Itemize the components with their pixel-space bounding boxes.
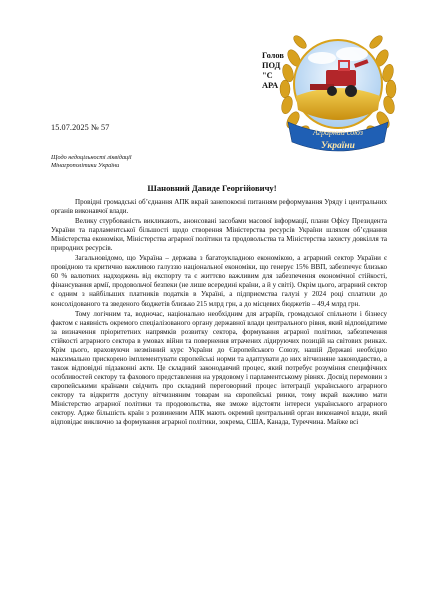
regarding-line: Мінагрополітики України: [51, 162, 120, 169]
recipient-line: ПОД: [262, 61, 281, 70]
body-paragraph: Велику стурбованість викликають, анонсовані засобами масової інформації, плани Офісу Президента України та парламентської більшості щодо створення Міністерства ресурсів України шляхом об’єднання Міністерства економіки, Міністерства аграрної політики та продовольства та Міністерства захисту довкілля та природних ресурсів.: [51, 217, 387, 253]
recipient-line: АРА: [262, 81, 279, 90]
body-paragraph: Провідні громадські об’єднання АПК вкрай занепокоєні питанням реформування Уряду і центральних органів виконавчої влади.: [51, 198, 387, 216]
emblem-text-bottom: України: [321, 141, 355, 151]
emblem-text-top: Аграрний союз: [312, 128, 364, 137]
regarding-line: Щодо недоцільності ліквідації: [51, 154, 132, 161]
recipient-line: Голов: [262, 51, 284, 60]
agrarian-union-emblem: [274, 18, 402, 160]
recipient-line: "С: [262, 71, 273, 80]
regarding-block: [51, 154, 231, 170]
salutation: Шановний Давиде Георгійовичу!: [147, 183, 277, 193]
body-paragraph: Тому логічним та, водночас, національно необхідним для аграріїв, громадської спільноти і бізнесу фактом є наявність окремого спеціалізованого органу державної влади центрального рівня, який відповідатиме за визначення пріоритетних напрямків розвитку сектора, формування аграрної політики, забезпечення стійкості аграрного сектора в умовах війни та повернення втрачених лідируючих позицій на світових ринках. Крім цього, враховуючи незмінний курс України до Європейського Союзу, нашій Державі необхідно максимально прискорено імплементувати європейські норми та адаптувати до них вітчизняне законодавство, а також відповідні підзаконні акти. Це складний законодавчий процес, який потребує розуміння специфічних особливостей сектору та фахового представлення на урядовому і парламентському рівнях. Досвід перемовин з європейськими країнами свідчить про складний переговорний процес інтеграції українського аграрного сектору та відкриття доступу вітчизняним товарам на європейські ринки, тому вкрай важливо мати Міністерство аграрної політики та продовольства, яке зможе відстояти інтереси українського аграрного сектору. Адже більшість країн з розвиненим АПК мають окремий центральний орган виконавчої влади, який відповідає виключно за формування аграрної політики, зокрема, США, Канада, Туреччина. Майже всі: [51, 309, 387, 427]
letter-body: [51, 198, 387, 428]
body-paragraph: Загальновідомо, що Україна – держава з багатоукладною економікою, а аграрний сектор України є провідною та критично важливою галуззю національної економіки, що генерує 15% ВВП, забезпечує близько 60 % валютних надходжень від експорту та є життєво важливим для забезпечення економічної стійкості, фінансування армії, продовольчої безпеки (не лише всередині країни, а й у світі). Окрім цього, аграрний сектор є одним з найбільших платників податків в Україні, а підприємства галузі у 2024 році сплатили до консолідованого та зведеного бюджетів близько 215 млрд грн, а до місцевих бюджетів – 49,4 млрд грн.: [51, 254, 387, 308]
date-number: 15.07.2025 № 57: [51, 123, 110, 132]
